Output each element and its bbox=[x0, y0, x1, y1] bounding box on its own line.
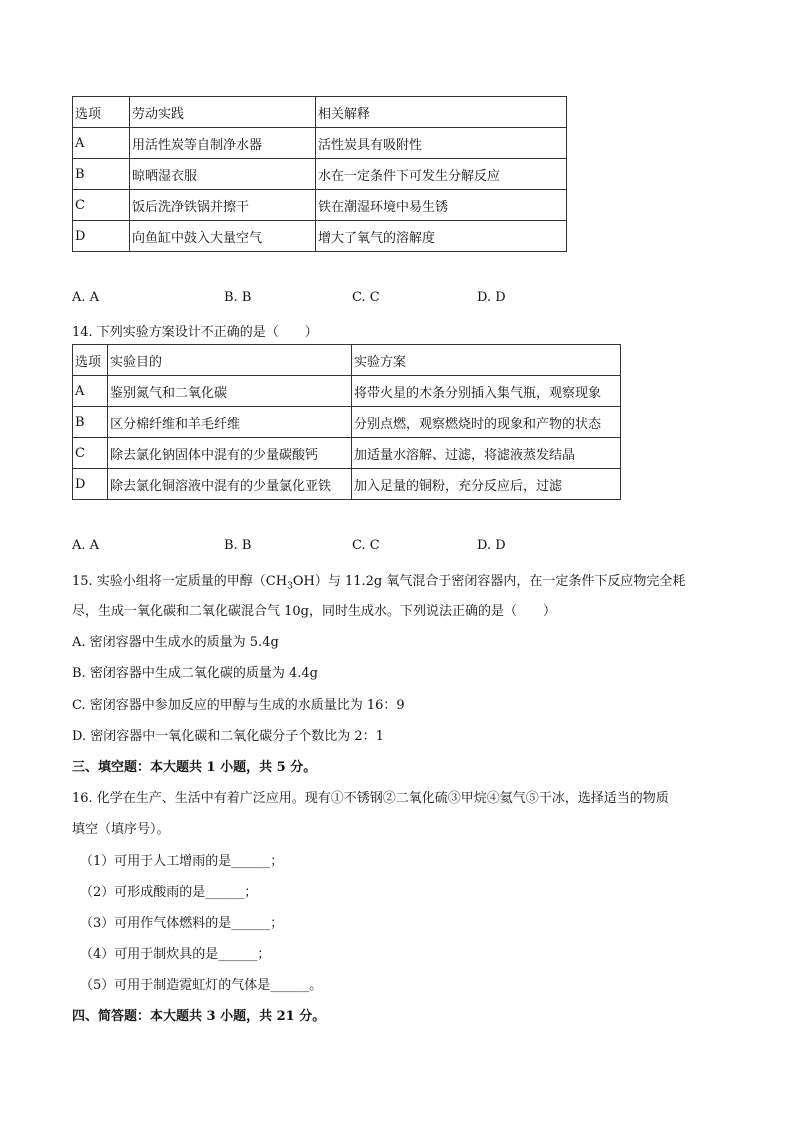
option-c[interactable]: C. C bbox=[352, 290, 380, 305]
table-cell: 除去氯化钠固体中混有的少量碳酸钙 bbox=[108, 438, 352, 469]
q15-stem-line2: 尽，生成一氧化碳和二氧化碳混合气 10g，同时生成水。下列说法正确的是（ ） bbox=[72, 604, 556, 619]
q15-option-a[interactable]: A. 密闭容器中生成水的质量为 5.4g bbox=[72, 635, 279, 650]
table-cell: 鉴别氮气和二氧化碳 bbox=[108, 376, 352, 407]
table-cell: 铁在潮湿环境中易生锈 bbox=[316, 190, 567, 221]
option-d[interactable]: D. D bbox=[477, 290, 506, 305]
table-cell: 区分棉纤维和羊毛纤维 bbox=[108, 407, 352, 438]
table-cell: A bbox=[73, 376, 108, 407]
table-row bbox=[73, 407, 621, 438]
option-b[interactable]: B. B bbox=[224, 538, 252, 553]
option-a[interactable]: A. A bbox=[72, 290, 100, 305]
table-cell: 加入足量的铜粉，充分反应后，过滤 bbox=[352, 469, 621, 500]
option-c[interactable]: C. C bbox=[352, 538, 380, 553]
q16-stem-line2: 填空（填序号）。 bbox=[72, 822, 170, 837]
option-d[interactable]: D. D bbox=[477, 538, 506, 553]
q15-option-c[interactable]: C. 密闭容器中参加反应的甲醇与生成的水质量比为 16：9 bbox=[72, 698, 405, 713]
header-cell: 实验目的 bbox=[108, 345, 352, 376]
q15-option-d[interactable]: D. 密闭容器中一氧化碳和二氧化碳分子个数比为 2：1 bbox=[72, 729, 384, 744]
table-cell: 除去氯化铜溶液中混有的少量氯化亚铁 bbox=[108, 469, 352, 500]
table-cell: 向鱼缸中鼓入大量空气 bbox=[130, 221, 316, 252]
q15-option-b[interactable]: B. 密闭容器中生成二氧化碳的质量为 4.4g bbox=[72, 666, 318, 681]
table-row bbox=[73, 221, 567, 252]
table-cell: B bbox=[73, 159, 130, 190]
section-3-heading: 三、填空题：本大题共 1 小题，共 5 分。 bbox=[72, 760, 317, 775]
q13-options bbox=[72, 290, 572, 310]
header-cell: 相关解释 bbox=[316, 97, 567, 128]
q15-stem-line1 bbox=[72, 570, 685, 592]
q14-table bbox=[72, 344, 621, 500]
table-row bbox=[73, 438, 621, 469]
table-row bbox=[73, 376, 621, 407]
q16-item-1: （1）可用于人工增雨的是______； bbox=[80, 854, 284, 869]
option-a[interactable]: A. A bbox=[72, 538, 100, 553]
q16-item-3: （3）可用作气体燃料的是______； bbox=[80, 916, 284, 931]
q16-item-5: （5）可用于制造霓虹灯的气体是______。 bbox=[80, 978, 323, 993]
table-cell: 活性炭具有吸附性 bbox=[316, 128, 567, 159]
q15-stem-subscript: 3 bbox=[287, 581, 293, 592]
q16-stem-line1: 16. 化学在生产、生活中有着广泛应用。现有①不锈钢②二氧化硫③甲烷④氦气⑤干冰，选择适当的物质 bbox=[72, 791, 669, 806]
q14-stem: 14. 下列实验方案设计不正确的是（ ） bbox=[72, 325, 318, 340]
table-row bbox=[73, 469, 621, 500]
table-row bbox=[73, 159, 567, 190]
table-cell: 水在一定条件下可发生分解反应 bbox=[316, 159, 567, 190]
option-b[interactable]: B. B bbox=[224, 290, 252, 305]
table-header-row bbox=[73, 345, 621, 376]
table-cell: C bbox=[73, 190, 130, 221]
table-cell: 晾晒湿衣服 bbox=[130, 159, 316, 190]
table-cell: A bbox=[73, 128, 130, 159]
q15-stem-part-b: OH）与 11.2g 氧气混合于密闭容器内，在一定条件下反应物完全耗 bbox=[292, 574, 686, 589]
table-header-row bbox=[73, 97, 567, 128]
table-cell: B bbox=[73, 407, 108, 438]
q16-item-2: （2）可形成酸雨的是______； bbox=[80, 885, 258, 900]
q15-stem-part-a: 15. 实验小组将一定质量的甲醇（CH bbox=[72, 574, 288, 589]
table-cell: D bbox=[73, 221, 130, 252]
header-cell: 选项 bbox=[73, 345, 108, 376]
table-cell: 用活性炭等自制净水器 bbox=[130, 128, 316, 159]
header-cell: 劳动实践 bbox=[130, 97, 316, 128]
table-row bbox=[73, 128, 567, 159]
header-cell: 选项 bbox=[73, 97, 130, 128]
table-cell: 将带火星的木条分别插入集气瓶，观察现象 bbox=[352, 376, 621, 407]
table-cell: 增大了氧气的溶解度 bbox=[316, 221, 567, 252]
header-cell: 实验方案 bbox=[352, 345, 621, 376]
table-cell: D bbox=[73, 469, 108, 500]
table-row bbox=[73, 190, 567, 221]
table-cell: 加适量水溶解、过滤，将滤液蒸发结晶 bbox=[352, 438, 621, 469]
section-4-heading: 四、简答题：本大题共 3 小题，共 21 分。 bbox=[72, 1009, 326, 1024]
table-cell: C bbox=[73, 438, 108, 469]
q13-table bbox=[72, 96, 567, 252]
table-cell: 饭后洗净铁锅并擦干 bbox=[130, 190, 316, 221]
table-cell: 分别点燃，观察燃烧时的现象和产物的状态 bbox=[352, 407, 621, 438]
q16-item-4: （4）可用于制炊具的是______； bbox=[80, 947, 271, 962]
q14-options bbox=[72, 538, 572, 558]
